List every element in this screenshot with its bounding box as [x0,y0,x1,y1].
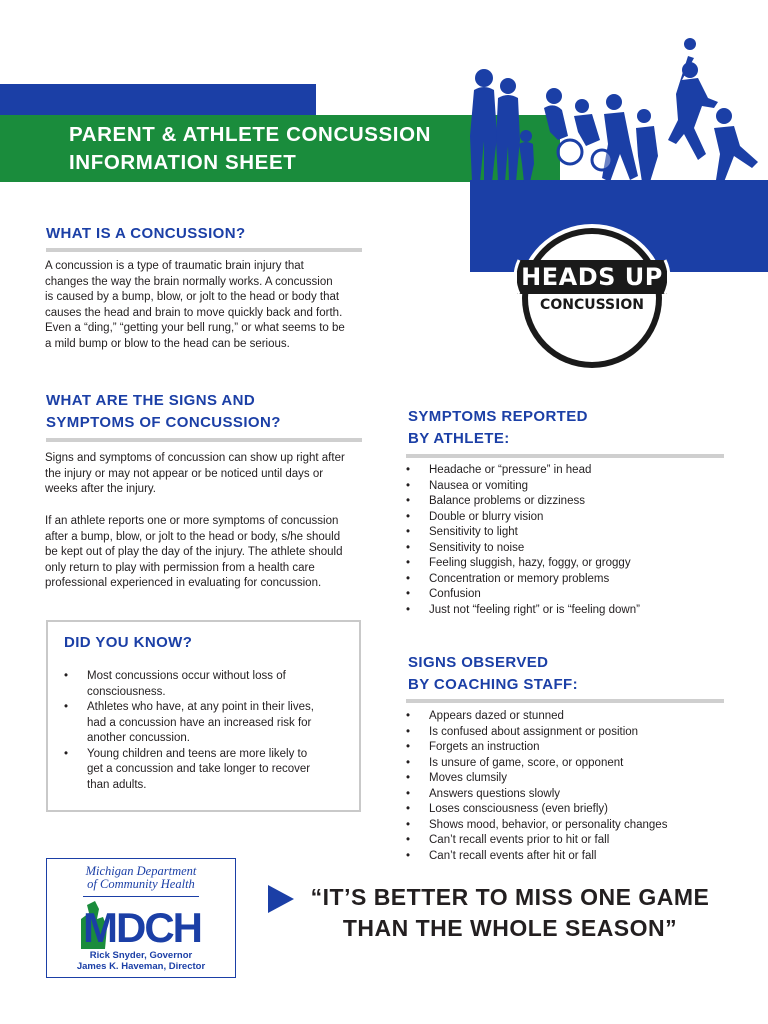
athlete-symptoms-list [406,463,736,618]
heading-line: BY COACHING STAFF: [408,676,578,693]
mdch-divider [83,896,199,897]
list-item: • Forgets an instruction [406,740,746,756]
text-line: get a concussion and take longer to recover [87,763,311,775]
closing-quote [300,882,720,944]
text-line: • Most concussions occur without loss of [87,670,286,682]
list-item [64,669,349,700]
play-arrow-icon [268,885,294,913]
heading-line: BY ATHLETE: [408,430,510,447]
text-line: than adults. [87,778,147,791]
text-line: A concussion is a type of traumatic brain injury that [45,260,304,272]
list-item: • Is unsure of game, score, or opponent [406,756,746,772]
signs-heading [46,390,281,434]
list-item: • Appears dazed or stunned [406,709,746,725]
list-item: • Double or blurry vision [406,510,736,526]
heads-up-logo-text: HEADS UP [521,263,663,291]
list-item: • Sensitivity to light [406,525,736,541]
text-line: only return to play with permission from a health care [45,561,315,574]
list-item: • Loses consciousness (even briefly) [406,802,746,818]
document-title [69,121,489,177]
list-item: • Sensitivity to noise [406,541,736,557]
section-divider [406,454,724,458]
coach-signs-heading [408,652,578,696]
did-you-know-list [64,669,349,793]
what-is-heading: WHAT IS A CONCUSSION? [46,225,246,242]
text-line: had a concussion have an increased risk for [87,716,312,729]
director-line: James K. Haveman, Director [76,961,206,972]
text-line: causes the head and brain to move quickly back and forth. [45,306,343,319]
mdch-organization-name [47,865,235,891]
section-divider [46,438,362,442]
athlete-silhouettes-graphic [462,36,768,182]
list-item: • Feeling sluggish, hazy, foggy, or groggy [406,556,736,572]
text-line: another concussion. [87,732,190,744]
list-item: • Nausea or vomiting [406,479,736,495]
header-blue-band [0,84,316,115]
coach-signs-list [406,709,746,864]
text-line: the injury or may not appear or be noticed until days or [45,467,324,480]
text-line: Signs and symptoms of concussion can show up right after [45,452,345,464]
text-line: If an athlete reports one or more symptoms of concussion [45,515,339,527]
heads-up-logo [505,222,680,372]
quote-line: “IT’S BETTER TO MISS ONE GAME [310,884,710,910]
org-line: of Community Health [87,877,195,891]
text-line: weeks after the injury. [45,483,157,496]
list-item: • Confusion [406,587,736,603]
list-item: • Just not “feeling right” or is “feeling down” [406,603,736,619]
governor-line: Rick Snyder, Governor [89,950,193,961]
concussion-logo-text: CONCUSSION [540,297,644,313]
list-item: • Is confused about assignment or position [406,725,746,741]
mdch-logo [46,858,236,978]
text-line: Even a “ding,” “getting your bell rung,” or what seems to be [45,322,345,335]
title-line-1: PARENT & ATHLETE CONCUSSION [69,123,432,146]
text-line: changes the way the brain normally works. A concussion [45,275,333,288]
section-divider [46,248,362,252]
signs-paragraph-2 [45,514,365,592]
text-line: a mild bump or blow to the head can be serious. [45,337,290,350]
list-item: • Concentration or memory problems [406,572,736,588]
mdch-officials [47,950,235,972]
heading-line: WHAT ARE THE SIGNS AND [46,392,256,409]
heading-line: SYMPTOMS OF CONCUSSION? [46,414,281,431]
list-item: • Can’t recall events prior to hit or fall [406,833,746,849]
section-divider [406,699,724,703]
text-line: • Athletes who have, at any point in their lives, [87,701,314,713]
mdch-wordmark [75,899,210,951]
heading-line: SIGNS OBSERVED [408,654,549,671]
did-you-know-heading: DID YOU KNOW? [64,634,193,651]
list-item: • Balance problems or dizziness [406,494,736,510]
quote-line: THAN THE WHOLE SEASON” [342,915,678,941]
athlete-symptoms-heading [408,406,588,450]
text-line: is caused by a bump, blow, or jolt to the head or body that [45,291,340,304]
list-item: • Can’t recall events after hit or fall [406,849,746,865]
did-you-know-box [46,620,361,812]
org-line: Michigan Department [85,864,197,878]
text-line: • Young children and teens are more likely to [87,747,308,760]
list-item: • Moves clumsily [406,771,746,787]
list-item: • Answers questions slowly [406,787,746,803]
text-line: consciousness. [87,685,166,698]
list-item [64,700,349,747]
heading-line: SYMPTOMS REPORTED [408,408,588,425]
title-line-2: INFORMATION SHEET [69,151,297,174]
list-item: • Headache or “pressure” in head [406,463,736,479]
mdch-letters: MDCH [83,904,201,951]
text-line: after a bump, blow, or jolt to the head or body, s/he should [45,530,341,543]
text-line: be kept out of play the day of the injury. The athlete should [45,546,343,559]
signs-paragraph-1 [45,451,365,498]
text-line: professional experienced in evaluating for concussion. [45,577,322,590]
list-item [64,747,349,794]
list-item: • Shows mood, behavior, or personality changes [406,818,746,834]
what-is-paragraph [45,259,365,353]
